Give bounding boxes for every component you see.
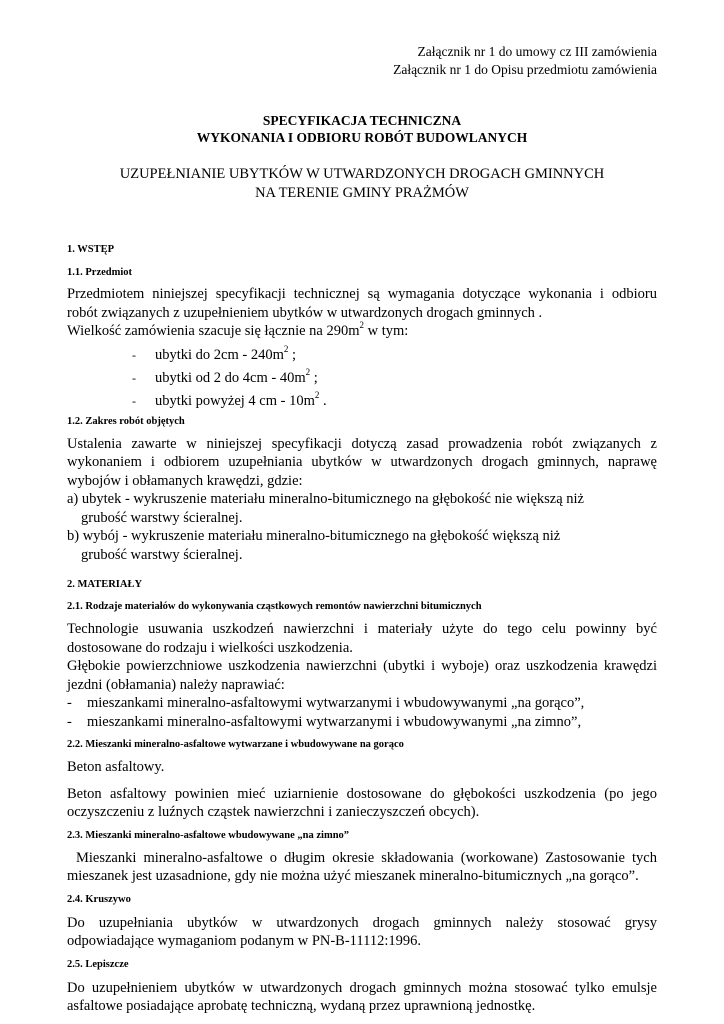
section-1-2-paragraph [67,435,657,565]
paragraph-line: Do uzupełniania ubytków w utwardzonych drogach gminnych należy stosować grysy [67,914,657,931]
section-1-2-heading: 1.2. Zakres robót objętych [67,415,185,427]
document-page [67,0,657,1016]
section-2-heading: 2. MATERIAŁY [67,579,143,590]
paragraph-line: Technologie usuwania uszkodzeń nawierzchni i materiały użyte do tego celu powinny być [67,621,657,637]
paragraph-line: oczyszczeniu z luźnych cząstek nawierzchni i zanieczyszczeń obcych). [67,804,480,820]
paragraph-line: Wielkość zamówienia szacuje się łącznie na $290m^2$ w tym: [67,320,409,339]
paragraph-line: Ustalenia zawarte w niniejszej specyfikacji dotyczą zasad prowadzenia robót związanych z [67,435,657,452]
section-2-3-paragraph [67,849,657,886]
paragraph-line: wybojów i obłamanych krawędzi, gdzie: [67,472,303,489]
definition-b: b) wybój - wykruszenie materiału mineralno-bitumicznego na głębokość większą niż [67,528,561,544]
attachment-line-1: Załącznik nr 1 do umowy cz III zamówienia [417,44,657,59]
paragraph-line: jezdni (obłamania) należy naprawiać: [67,676,285,693]
section-2-1-paragraph [67,620,657,731]
paragraph-line: Mieszanki mineralno-asfaltowe o długim okresie składowania (workowane) Zastosowanie tych [76,849,657,866]
paragraph-line: dostosowane do rodzaju i wielkości uszkodzenia. [67,639,353,656]
paragraph-line: wykonaniem i odbiorem uzupełniania ubytków w utwardzonych drogach gminnych, naprawę [67,454,657,470]
section-2-4-heading: 2.4. Kruszywo [67,893,131,905]
section-2-2-heading: 2.2. Mieszanki mineralno-asfaltowe wytwarzane i wbudowywane na gorąco [67,739,404,750]
section-2-2-paragraph-2 [67,785,657,822]
paragraph-line: Do uzupełnieniem ubytków w utwardzonych drogach gminnych można stosować tylko emulsje [67,979,657,996]
section-1-1-paragraph [67,285,657,341]
paragraph-line: odpowiadające wymaganiom podanym w PN-B-11112:1996. [67,933,421,949]
definition-a: a) ubytek - wykruszenie materiału mineralno-bitumicznego na głębokość nie większą niż [67,491,584,507]
paragraph-line: Głębokie powierzchniowe uszkodzenia nawierzchni (ubytki i wyboje) oraz uszkodzenia krawędzi [67,658,657,674]
list-item: - ubytki powyżej 4 cm - $10m^2$ . [132,389,327,409]
section-2-5-heading: 2.5. Lepiszcze [67,958,129,970]
paragraph-line: Beton asfaltowy powinien mieć uziarnienie dostosowane do głębokości uszkodzenia (po jego [67,785,657,802]
doc-title-line-1: SPECYFIKACJA TECHNICZNA [262,113,462,128]
definition-b-cont: grubość warstwy ścieralnej. [81,546,243,563]
doc-subtitle-line-1: UZUPEŁNIANIE UBYTKÓW W UTWARDZONYCH DROGACH GMINNYCH [119,166,605,182]
paragraph-line: robót związanych z uzupełnieniem ubytków w utwardzonych drogach gminnych . [67,304,543,321]
doc-title-line-2: WYKONANIA I ODBIORU ROBÓT BUDOWLANYCH [196,130,528,145]
section-1-heading: 1. WSTĘP [67,244,115,255]
paragraph-line: Przedmiotem niniejszej specyfikacji technicznej są wymagania dotyczące wykonania i odbioru [67,286,657,302]
paragraph-line: mieszanek jest uzasadnione, gdy nie można użyć mieszanek mineralno-bitumicznych „na gorąco”. [67,868,639,884]
section-2-1-heading: 2.1. Rodzaje materiałów do wykonywania cząstkowych remontów nawierzchni bitumicznych [67,601,482,612]
bullet-item: - mieszankami mineralno-asfaltowymi wytwarzanymi i wbudowywanymi „na zimno”, [67,713,582,730]
section-1-1-heading: 1.1. Przedmiot [67,267,133,278]
list-item: - ubytki od 2 do $4cm - 40m^2$ ; [132,366,318,386]
attachment-line-2: Załącznik nr 1 do Opisu przedmiotu zamówienia [393,62,657,77]
bullet-item: - mieszankami mineralno-asfaltowymi wytwarzanymi i wbudowywanymi „na gorąco”, [67,695,585,711]
doc-subtitle-line-2: NA TERENIE GMINY PRAŻMÓW [255,185,469,201]
list-item: - ubytki do $2cm - 240m^2$ ; [132,343,297,363]
section-2-5-paragraph [67,979,657,1016]
definition-a-cont: grubość warstwy ścieralnej. [81,509,243,526]
section-2-4-paragraph [67,914,657,951]
quantity-list [67,343,657,410]
section-2-3-heading: 2.3. Mieszanki mineralno-asfaltowe wbudowywane „na zimno” [67,829,350,841]
paragraph-line: asfaltowe posiadające aprobatę techniczną, wydaną przez uprawnioną jednostkę. [67,998,536,1014]
section-2-2-paragraph-1: Beton asfaltowy. [67,759,165,775]
